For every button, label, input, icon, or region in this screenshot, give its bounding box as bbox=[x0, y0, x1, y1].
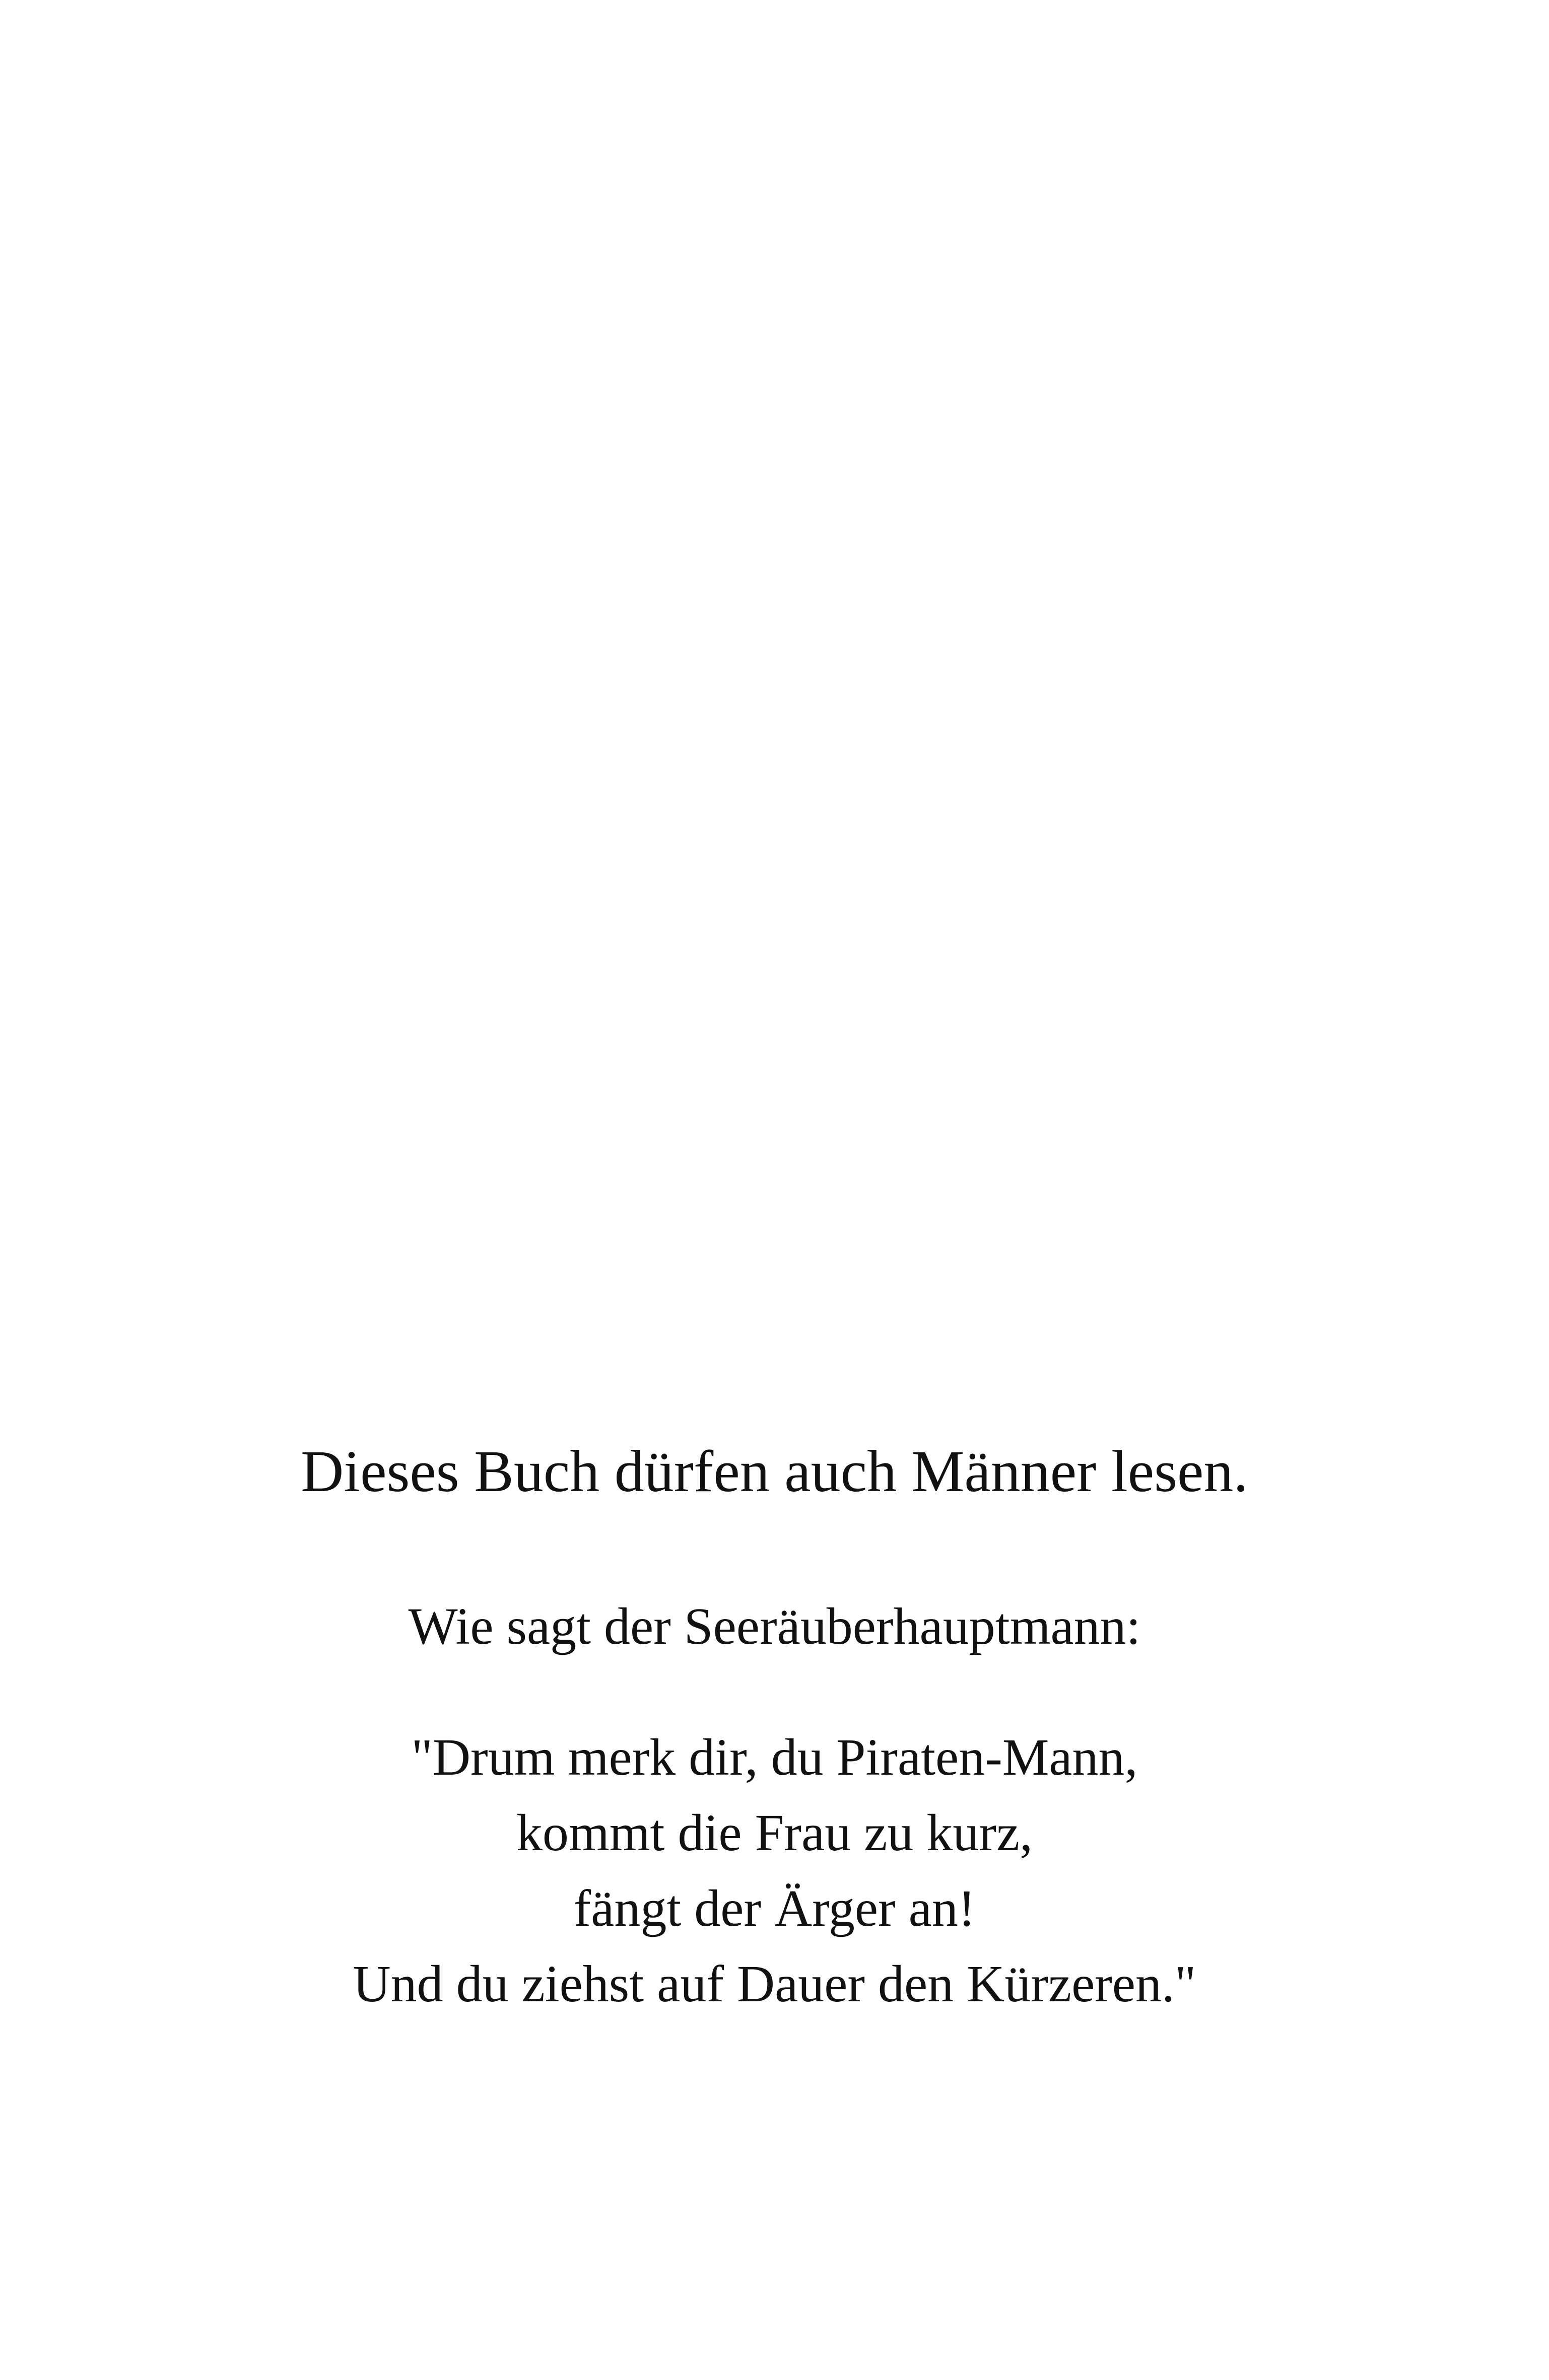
verse-line: "Drum merk dir, du Piraten-Mann, bbox=[411, 1728, 1138, 1786]
verse-line: kommt die Frau zu kurz, bbox=[516, 1804, 1033, 1862]
headline: Dieses Buch dürfen auch Männer lesen. bbox=[301, 1438, 1248, 1504]
verse-block bbox=[0, 1720, 1549, 2022]
intro-line: Wie sagt der Seeräuberhauptmann: bbox=[408, 1597, 1141, 1655]
verse-line: Und du ziehst auf Dauer den Kürzeren." bbox=[353, 1955, 1196, 2013]
verse-line: fängt der Ärger an! bbox=[573, 1879, 976, 1937]
